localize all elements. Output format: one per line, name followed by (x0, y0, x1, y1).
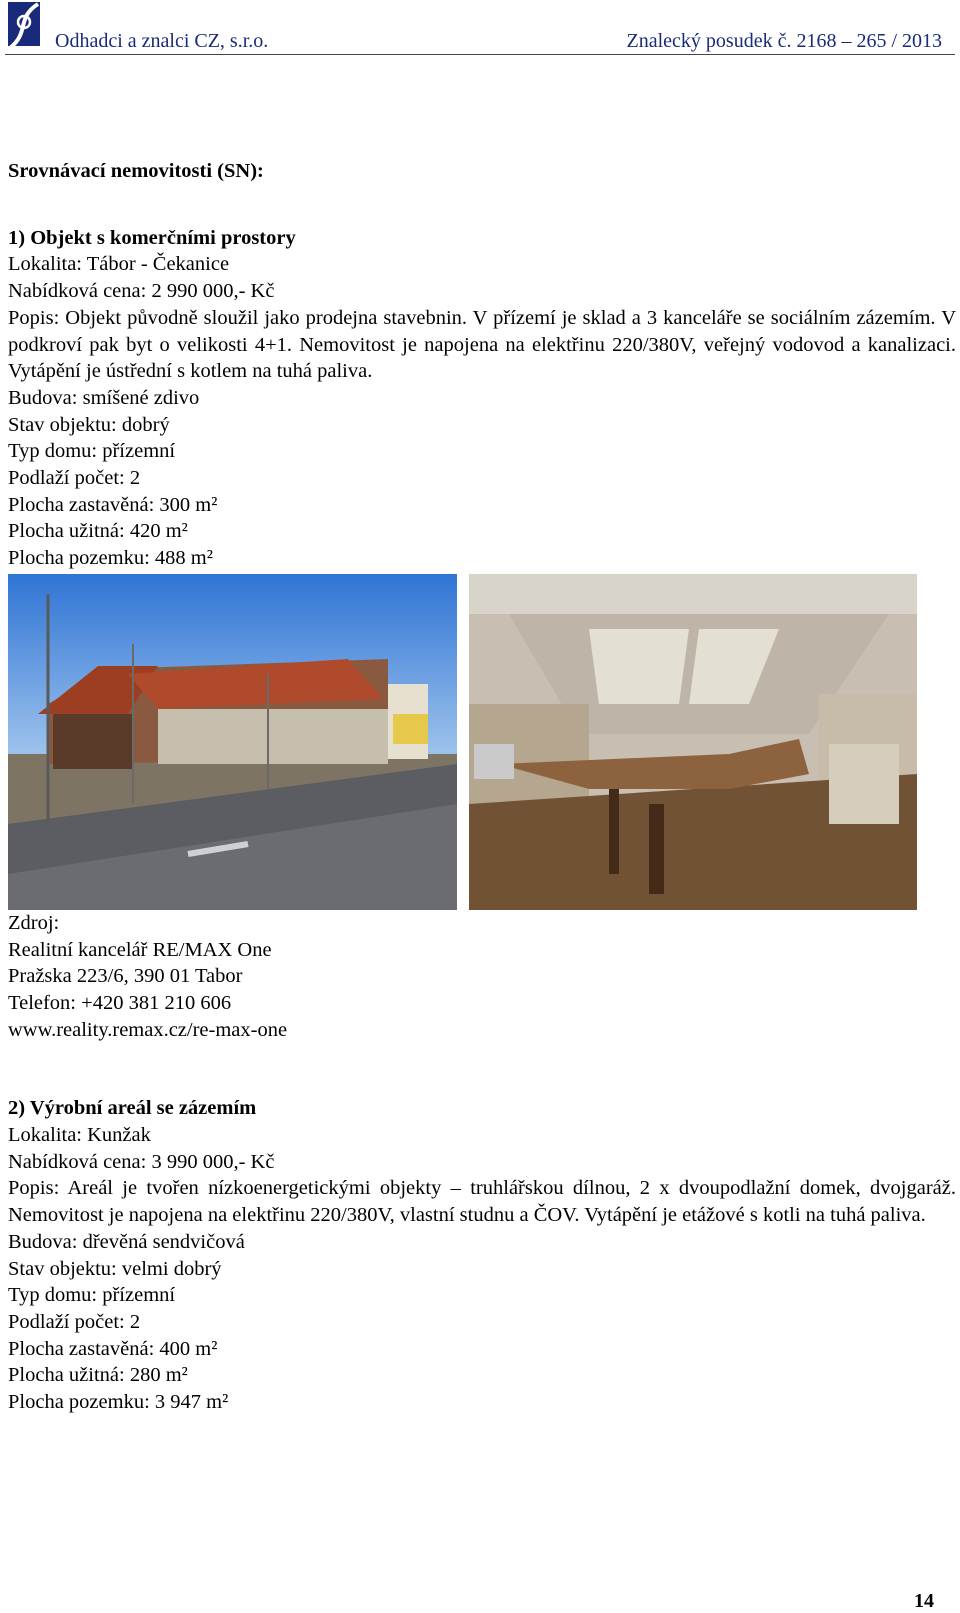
exterior-photo (8, 574, 457, 910)
source-label: Zdroj: (8, 911, 60, 934)
property-description: Popis: Areál je tvořen nízkoenergetickými objekty – truhlářskou dílnou, 2 x dvoupodlažní domek, dvojgaráž. Nemovitost je napojena na elektřinu 220/380V, vlastní studnu a ČOV. Vytápění je etážové s kotli na tuhá paliva. (8, 1177, 956, 1227)
property-usable-area: Plocha užitná: 280 m² (8, 1364, 188, 1387)
property-floors: Podlaží počet: 2 (8, 1310, 141, 1333)
property-condition: Stav objektu: velmi dobrý (8, 1257, 222, 1280)
property-house-type: Typ domu: přízemní (8, 1284, 176, 1307)
page-number: 14 (914, 1590, 934, 1612)
property-source (8, 910, 956, 1044)
document-body (8, 158, 956, 1416)
property-building: Budova: dřevěná sendvičová (8, 1230, 245, 1253)
source-web: www.reality.remax.cz/re-max-one (8, 1018, 288, 1041)
property-built-area: Plocha zastavěná: 400 m² (8, 1337, 218, 1360)
source-phone: Telefon: +420 381 210 606 (8, 991, 232, 1014)
property-floors: Podlaží počet: 2 (8, 467, 141, 490)
company-name: Odhadci a znalci CZ, s.r.o. (55, 30, 269, 52)
source-agency: Realitní kancelář RE/MAX One (8, 938, 272, 961)
property-1 (8, 225, 956, 1044)
source-address: Pražska 223/6, 390 01 Tabor (8, 965, 243, 988)
property-price: Nabídková cena: 3 990 000,- Kč (8, 1150, 275, 1173)
property-locality: Lokalita: Kunžak (8, 1124, 151, 1147)
property-2 (8, 1095, 956, 1415)
property-photos (8, 574, 956, 910)
section-title: Srovnávací nemovitosti (SN): (8, 160, 264, 182)
interior-photo (469, 574, 917, 910)
page-header (0, 0, 960, 56)
property-title: 2) Výrobní areál se zázemím (8, 1097, 257, 1120)
property-building: Budova: smíšené zdivo (8, 386, 200, 409)
header-divider (5, 54, 955, 55)
property-land-area: Plocha pozemku: 488 m² (8, 547, 213, 570)
property-land-area: Plocha pozemku: 3 947 m² (8, 1391, 229, 1414)
property-price: Nabídková cena: 2 990 000,- Kč (8, 280, 275, 303)
property-house-type: Typ domu: přízemní (8, 440, 176, 463)
company-logo-icon (8, 2, 44, 52)
property-description: Popis: Objekt původně sloužil jako prodejna stavebnin. V přízemí je sklad a 3 kanceláře se sociálním zázemím. V podkroví pak byt o velikosti 4+1. Nemovitost je napojena na elektřinu 220/380V, veřejný vodovod a kanalizaci. Vytápění je ústřední s kotlem na tuhá paliva. (8, 306, 956, 383)
report-number: Znalecký posudek č. 2168 – 265 / 2013 (626, 30, 942, 52)
property-locality: Lokalita: Tábor - Čekanice (8, 253, 230, 276)
property-built-area: Plocha zastavěná: 300 m² (8, 493, 218, 516)
property-title: 1) Objekt s komerčními prostory (8, 226, 296, 249)
property-usable-area: Plocha užitná: 420 m² (8, 520, 188, 543)
property-condition: Stav objektu: dobrý (8, 413, 170, 436)
